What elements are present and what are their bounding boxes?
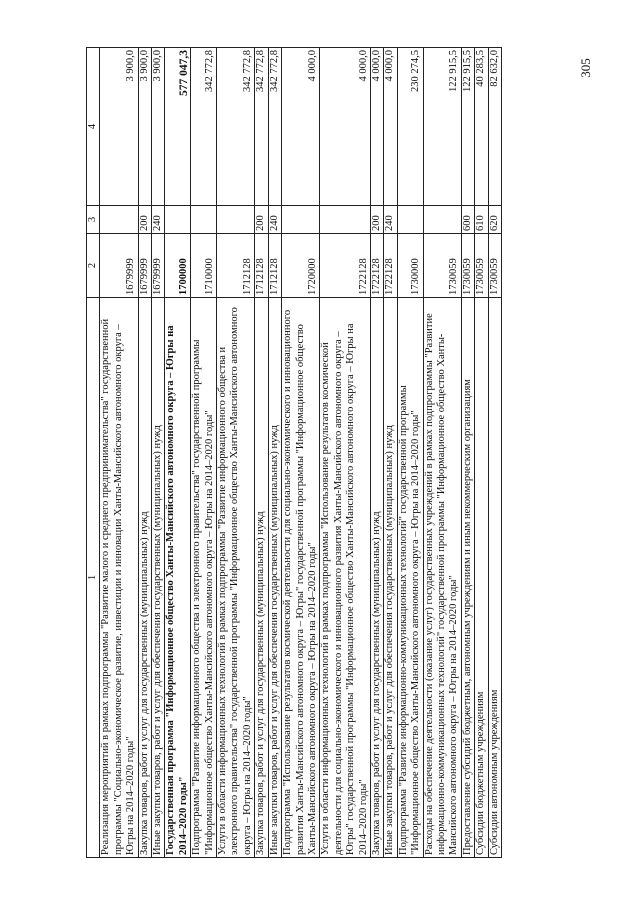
- row-code-cell: 1722128: [320, 234, 371, 298]
- row-name-cell: Закупка товаров, работ и услуг для государственных (муниципальных) нужд: [370, 298, 383, 858]
- row-code-cell: 1679999: [100, 234, 138, 298]
- row-name-cell: Иные закупки товаров, работ и услуг для обеспечения государственных (муниципальных) нужд: [152, 298, 165, 858]
- table-row: [165, 48, 191, 858]
- row-amount-cell: 342 772,8: [255, 48, 268, 206]
- table-row: [384, 48, 397, 858]
- row-code-cell: 1730059: [488, 234, 501, 298]
- row-type-cell: [191, 206, 217, 234]
- table-row: [282, 48, 320, 858]
- row-type-cell: 200: [255, 206, 268, 234]
- row-code-cell: 1730059: [475, 234, 488, 298]
- row-amount-cell: 577 047,3: [165, 48, 191, 206]
- table-row: [217, 48, 255, 858]
- row-name-cell: Услуги в области информационных технологий в рамках подпрограммы "Использование результатов космической деятельности для социально-экономического и инновационного развития Ханты-Мансийского автономного округа – Югры" государственной программы "Информационное общество Ханты-Мансийского автономного округа – Югры на 2014–2020 годы": [320, 298, 371, 858]
- row-amount-cell: 4 000,0: [282, 48, 320, 206]
- row-amount-cell: 3 900,0: [100, 48, 138, 206]
- row-code-cell: 1712128: [217, 234, 255, 298]
- row-type-cell: 200: [370, 206, 383, 234]
- row-name-cell: Подпрограмма "Использование результатов космической деятельности для социально-экономического и инновационного развития Ханты-Мансийского автономного округа – Югры" государственной программы "Информационное общество Ханты-Мансийского автономного округа – Югры на 2014–2020 годы": [282, 298, 320, 858]
- row-name-cell: Предоставление субсидий бюджетным, автономным учреждениям и иным некоммерческим организациям: [461, 298, 474, 858]
- row-code-cell: 1722128: [384, 234, 397, 298]
- row-amount-cell: 342 772,8: [217, 48, 255, 206]
- row-name-cell: Реализация мероприятий в рамках подпрограммы "Развитие малого и среднего предпринимательства" государственной программы "Социально-экономическое развитие, инвестиции и инновации Ханты-Мансийского автономного округа – Югры на 2014–2020 годы": [100, 298, 138, 858]
- table-row: [100, 48, 138, 858]
- row-name-cell: Услуги в области информационных технологий в рамках подпрограммы "Развитие информационного общества и электронного правительства" государственной программы "Информационное общество Ханты-Мансийского автономного округа – Югры на 2014–2020 годы": [217, 298, 255, 858]
- row-amount-cell: 4 000,0: [370, 48, 383, 206]
- row-amount-cell: 3 900,0: [152, 48, 165, 206]
- table-row: [475, 48, 488, 858]
- row-type-cell: 620: [488, 206, 501, 234]
- row-name-cell: Иные закупки товаров, работ и услуг для обеспечения государственных (муниципальных) нужд: [268, 298, 281, 858]
- header-col-2: 2: [87, 234, 100, 298]
- row-code-cell: 1722128: [370, 234, 383, 298]
- table-row: [152, 48, 165, 858]
- row-type-cell: 240: [268, 206, 281, 234]
- row-type-cell: 610: [475, 206, 488, 234]
- table-header-row: [87, 48, 100, 858]
- row-type-cell: [100, 206, 138, 234]
- row-code-cell: 1712128: [268, 234, 281, 298]
- table-row: [191, 48, 217, 858]
- row-code-cell: 1720000: [282, 234, 320, 298]
- row-amount-cell: 122 915,5: [461, 48, 474, 206]
- row-name-cell: Расходы на обеспечение деятельности (оказание услуг) государственных учреждений в рамках подпрограммы "Развитие информационно-коммуникационных технологий" государственной программы "Информационное общество Ханты-Мансийского автономного округа – Югры на 2014–2020 годы": [423, 298, 461, 858]
- row-name-cell: Закупка товаров, работ и услуг для государственных (муниципальных) нужд: [255, 298, 268, 858]
- row-amount-cell: 40 283,5: [475, 48, 488, 206]
- table-row: [268, 48, 281, 858]
- table-row: [138, 48, 151, 858]
- row-name-cell: Субсидии автономным учреждениям: [488, 298, 501, 858]
- row-type-cell: [282, 206, 320, 234]
- row-type-cell: [397, 206, 423, 234]
- row-code-cell: 1730059: [461, 234, 474, 298]
- row-type-cell: 240: [384, 206, 397, 234]
- row-amount-cell: 230 274,5: [397, 48, 423, 206]
- table-row: [370, 48, 383, 858]
- row-code-cell: 1730059: [423, 234, 461, 298]
- header-col-4: 4: [87, 48, 100, 206]
- table-body: [100, 48, 502, 858]
- row-name-cell: Субсидии бюджетным учреждениям: [475, 298, 488, 858]
- row-type-cell: [423, 206, 461, 234]
- row-type-cell: [217, 206, 255, 234]
- row-code-cell: 1730000: [397, 234, 423, 298]
- row-type-cell: [165, 206, 191, 234]
- row-name-cell: Подпрограмма "Развитие информационного общества и электронного правительства" государственной программы "Информационное общество Ханты-Мансийского автономного округа – Югры на 2014–2020 годы": [191, 298, 217, 858]
- row-amount-cell: 4 000,0: [320, 48, 371, 206]
- budget-table: [86, 47, 502, 858]
- row-type-cell: 600: [461, 206, 474, 234]
- table-row: [488, 48, 501, 858]
- row-amount-cell: 342 772,8: [268, 48, 281, 206]
- row-name-cell: Закупка товаров, работ и услуг для государственных (муниципальных) нужд: [138, 298, 151, 858]
- row-type-cell: [320, 206, 371, 234]
- row-amount-cell: 3 900,0: [138, 48, 151, 206]
- row-name-cell: Иные закупки товаров, работ и услуг для обеспечения государственных (муниципальных) нужд: [384, 298, 397, 858]
- header-col-3: 3: [87, 206, 100, 234]
- table-row: [397, 48, 423, 858]
- row-amount-cell: 4 000,0: [384, 48, 397, 206]
- table-row: [423, 48, 461, 858]
- row-amount-cell: 342 772,8: [191, 48, 217, 206]
- row-code-cell: 1700000: [165, 234, 191, 298]
- row-code-cell: 1712128: [255, 234, 268, 298]
- row-name-cell: Государственная программа "Информационное общество Ханты-Мансийского автономного округа – Югры на 2014–2020 годы": [165, 298, 191, 858]
- row-code-cell: 1679999: [138, 234, 151, 298]
- row-type-cell: 200: [138, 206, 151, 234]
- row-name-cell: Подпрограмма "Развитие информационно-коммуникационных технологий" государственной программы "Информационное общество Ханты-Мансийского автономного округа – Югры на 2014–2020 годы": [397, 298, 423, 858]
- table-row: [255, 48, 268, 858]
- page-number: 305: [577, 58, 593, 78]
- budget-table-sheet: [86, 48, 544, 858]
- row-amount-cell: 122 915,5: [423, 48, 461, 206]
- row-code-cell: 1679999: [152, 234, 165, 298]
- table-row: [461, 48, 474, 858]
- row-code-cell: 1710000: [191, 234, 217, 298]
- table-row: [320, 48, 371, 858]
- row-amount-cell: 82 632,0: [488, 48, 501, 206]
- header-col-1: 1: [87, 298, 100, 858]
- row-type-cell: 240: [152, 206, 165, 234]
